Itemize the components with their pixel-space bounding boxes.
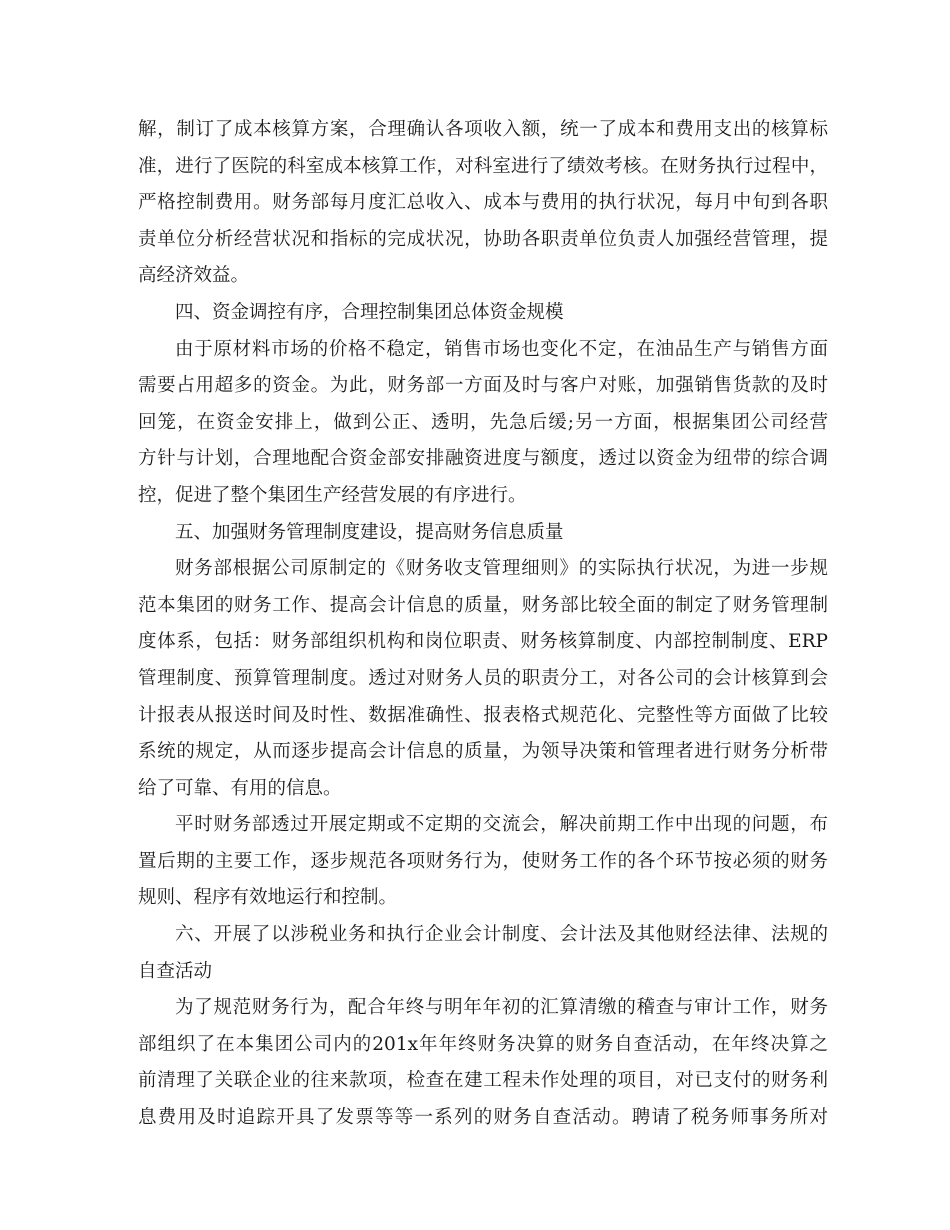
text-line-22: 规则、程序有效地运行和控制。 bbox=[138, 887, 398, 909]
text-line-2: 准，进行了医院的科室成本核算工作，对科室进行了绩效考核。在财务执行过程中， bbox=[138, 155, 828, 177]
section-heading-6-cont: 自查活动 bbox=[138, 960, 213, 982]
text-line-8: 需要占用超多的资金。为此，财务部一方面及时与客户对账，加强销售货款的及时 bbox=[138, 375, 828, 397]
document-body bbox=[138, 112, 828, 1137]
section-heading-4: 四、资金调控有序，合理控制集团总体资金规模 bbox=[175, 301, 564, 323]
text-line-27: 前清理了关联企业的往来款项，检查在建工程未作处理的项目，对已支付的财务利 bbox=[138, 1070, 828, 1092]
text-line-5: 高经济效益。 bbox=[138, 265, 250, 287]
text-line-11: 控，促进了整个集团生产经营发展的有序进行。 bbox=[138, 484, 527, 506]
text-line-18: 系统的规定，从而逐步提高会计信息的质量，为领导决策和管理者进行财务分析带 bbox=[138, 741, 828, 763]
text-line-10: 方针与计划，合理地配合资金部安排融资进度与额度，透过以资金为纽带的综合调 bbox=[138, 448, 828, 470]
text-line-15: 度体系，包括：财务部组织机构和岗位职责、财务核算制度、内部控制制度、ERP bbox=[138, 631, 828, 653]
section-heading-6: 六、开展了以涉税业务和执行企业会计制度、会计法及其他财经法律、法规的 bbox=[175, 924, 828, 946]
text-line-25: 为了规范财务行为，配合年终与明年年初的汇算清缴的稽查与审计工作，财务 bbox=[175, 997, 828, 1019]
text-line-13: 财务部根据公司原制定的《财务收支管理细则》的实际执行状况，为进一步规 bbox=[175, 558, 828, 580]
text-line-28: 息费用及时追踪开具了发票等等一系列的财务自查活动。聘请了税务师事务所对 bbox=[138, 1107, 828, 1129]
text-line-4: 责单位分析经营状况和指标的完成状况，协助各职责单位负责人加强经营管理，提 bbox=[138, 228, 828, 250]
text-line-26: 部组织了在本集团公司内的201x年年终财务决算的财务自查活动，在年终决算之 bbox=[138, 1033, 828, 1055]
section-heading-5: 五、加强财务管理制度建设，提高财务信息质量 bbox=[175, 521, 564, 543]
text-line-1: 解，制订了成本核算方案，合理确认各项收入额，统一了成本和费用支出的核算标 bbox=[138, 119, 828, 140]
text-line-9: 回笼，在资金安排上，做到公正、透明，先急后缓;另一方面，根据集团公司经营 bbox=[138, 411, 828, 433]
text-line-21: 置后期的主要工作，逐步规范各项财务行为，使财务工作的各个环节按必须的财务 bbox=[138, 850, 828, 872]
text-line-7: 由于原材料市场的价格不稳定，销售市场也变化不定，在油品生产与销售方面 bbox=[175, 338, 828, 360]
text-line-16: 管理制度、预算管理制度。透过对财务人员的职责分工，对各公司的会计核算到会 bbox=[138, 667, 828, 689]
text-line-17: 计报表从报送时间及时性、数据准确性、报表格式规范化、完整性等方面做了比较 bbox=[138, 704, 828, 726]
text-line-19: 给了可靠、有用的信息。 bbox=[138, 777, 342, 799]
text-line-3: 严格控制费用。财务部每月度汇总收入、成本与费用的执行状况，每月中旬到各职 bbox=[138, 192, 828, 214]
text-line-14: 范本集团的财务工作、提高会计信息的质量，财务部比较全面的制定了财务管理制 bbox=[138, 594, 828, 616]
text-line-20: 平时财务部透过开展定期或不定期的交流会，解决前期工作中出现的问题，布 bbox=[175, 814, 828, 836]
